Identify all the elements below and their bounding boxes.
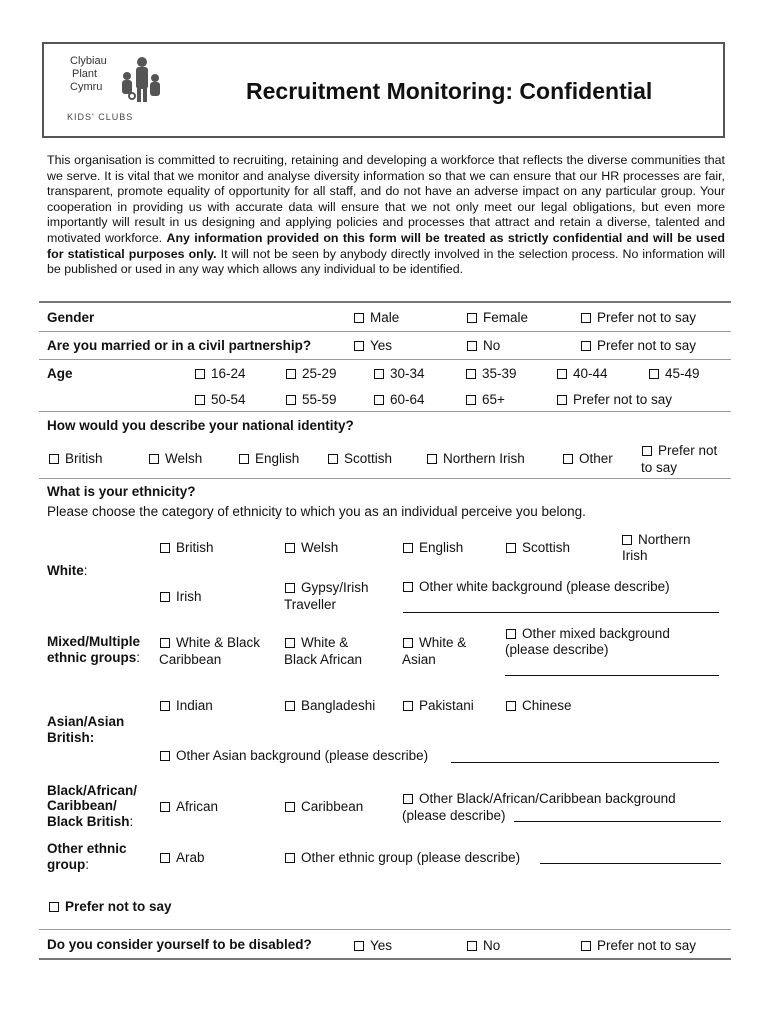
checkbox[interactable] bbox=[160, 638, 170, 648]
logo bbox=[62, 52, 172, 130]
checkbox[interactable] bbox=[160, 853, 170, 863]
intro-paragraph bbox=[47, 153, 725, 278]
national-option[interactable]: Other bbox=[563, 451, 613, 467]
age-prefer-option[interactable]: Prefer not to say bbox=[557, 392, 672, 408]
asian-option[interactable]: Bangladeshi bbox=[285, 698, 375, 714]
divider bbox=[39, 301, 731, 303]
asian-label-1: Asian/Asian bbox=[47, 714, 125, 729]
checkbox[interactable] bbox=[403, 638, 413, 648]
children-figures-icon bbox=[122, 57, 160, 102]
mixed-wbc-text-2: Caribbean bbox=[159, 652, 222, 667]
national-option[interactable]: Scottish bbox=[328, 451, 392, 467]
checkbox[interactable] bbox=[467, 941, 477, 951]
gender-prefer-option[interactable]: Prefer not to say bbox=[581, 310, 696, 326]
checkbox[interactable] bbox=[239, 454, 249, 464]
checkbox[interactable] bbox=[354, 313, 364, 323]
black-option[interactable]: African bbox=[160, 799, 218, 815]
checkbox[interactable] bbox=[354, 341, 364, 351]
checkbox[interactable] bbox=[466, 395, 476, 405]
mixed-wbc-option[interactable]: White & Black bbox=[160, 635, 260, 651]
divider bbox=[39, 411, 731, 412]
checkbox[interactable] bbox=[195, 369, 205, 379]
checkbox[interactable] bbox=[286, 369, 296, 379]
black-other-write-line[interactable] bbox=[514, 821, 721, 822]
mixed-label-1: Mixed/Multiple bbox=[47, 634, 141, 649]
mixed-wa-option[interactable]: White & bbox=[403, 635, 466, 651]
black-label-2: Caribbean/ bbox=[47, 798, 117, 813]
white-other-option[interactable]: Other white background (please describe) bbox=[403, 579, 670, 595]
checkbox[interactable] bbox=[642, 446, 652, 456]
checkbox[interactable] bbox=[160, 592, 170, 602]
checkbox[interactable] bbox=[354, 941, 364, 951]
black-other-option[interactable]: Other Black/African/Caribbean background bbox=[403, 791, 676, 807]
other-group-label-1: Other ethnic bbox=[47, 841, 127, 856]
gender-label: Gender bbox=[47, 310, 95, 325]
checkbox[interactable] bbox=[160, 543, 170, 553]
age-option[interactable]: 30-34 bbox=[374, 366, 425, 382]
checkbox[interactable] bbox=[649, 369, 659, 379]
white-other-write-line[interactable] bbox=[403, 612, 719, 613]
white-gypsy-text-2: Traveller bbox=[284, 597, 337, 612]
divider bbox=[39, 929, 731, 930]
white-option[interactable]: Welsh bbox=[285, 540, 338, 556]
disabled-prefer-option[interactable]: Prefer not to say bbox=[581, 938, 696, 954]
white-option[interactable]: Scottish bbox=[506, 540, 570, 556]
white-gypsy-option[interactable]: Gypsy/Irish bbox=[285, 580, 369, 596]
white-northern-irish-option[interactable]: Northern bbox=[622, 532, 691, 548]
disabled-no-option[interactable]: No bbox=[467, 938, 500, 954]
mixed-other-option[interactable]: Other mixed background bbox=[506, 626, 670, 642]
age-option[interactable]: 35-39 bbox=[466, 366, 517, 382]
checkbox[interactable] bbox=[557, 395, 567, 405]
checkbox[interactable] bbox=[286, 395, 296, 405]
checkbox[interactable] bbox=[403, 543, 413, 553]
divider bbox=[39, 478, 731, 479]
checkbox[interactable] bbox=[622, 535, 632, 545]
mixed-other-write-line[interactable] bbox=[505, 675, 719, 676]
white-irish-option[interactable]: Irish bbox=[160, 589, 202, 605]
checkbox[interactable] bbox=[467, 341, 477, 351]
disabled-label: Do you consider yourself to be disabled? bbox=[47, 937, 312, 952]
checkbox[interactable] bbox=[285, 543, 295, 553]
black-label-3: Black British: bbox=[47, 814, 134, 829]
checkbox[interactable] bbox=[285, 802, 295, 812]
divider bbox=[39, 359, 731, 360]
logo-text-1: Clybiau bbox=[70, 55, 107, 67]
age-option[interactable]: 25-29 bbox=[286, 366, 337, 382]
logo-text-3: Cymru bbox=[70, 81, 103, 93]
national-prefer-option[interactable]: Prefer not bbox=[642, 443, 717, 459]
asian-other-option[interactable]: Other Asian background (please describe) bbox=[160, 748, 428, 764]
white-option[interactable]: English bbox=[403, 540, 463, 556]
national-option[interactable]: English bbox=[239, 451, 299, 467]
checkbox[interactable] bbox=[374, 369, 384, 379]
black-label-1: Black/African/ bbox=[47, 783, 138, 798]
checkbox[interactable] bbox=[285, 583, 295, 593]
checkbox[interactable] bbox=[149, 454, 159, 464]
ethnicity-prefer-option[interactable]: Prefer not to say bbox=[49, 899, 172, 915]
checkbox[interactable] bbox=[49, 454, 59, 464]
checkbox[interactable] bbox=[285, 701, 295, 711]
checkbox[interactable] bbox=[285, 853, 295, 863]
white-northern-irish-text-2: Irish bbox=[622, 548, 648, 563]
page-title: Recruitment Monitoring: Confidential bbox=[246, 78, 653, 104]
mixed-other-text-2: (please describe) bbox=[505, 642, 609, 657]
age-option[interactable]: 40-44 bbox=[557, 366, 608, 382]
checkbox[interactable] bbox=[285, 638, 295, 648]
age-option[interactable]: 50-54 bbox=[195, 392, 246, 408]
checkbox[interactable] bbox=[581, 313, 591, 323]
married-prefer-option[interactable]: Prefer not to say bbox=[581, 338, 696, 354]
mixed-label-2: ethnic groups: bbox=[47, 650, 141, 665]
checkbox[interactable] bbox=[506, 701, 516, 711]
disabled-yes-option[interactable]: Yes bbox=[354, 938, 392, 954]
intro-bold: Any information provided on this form will be treated as strictly confidential and will be used for statistical purposes only. bbox=[47, 230, 725, 261]
asian-label-2: British: bbox=[47, 730, 95, 745]
mixed-wba-text-2: Black African bbox=[284, 652, 363, 667]
checkbox[interactable] bbox=[49, 902, 59, 912]
national-label: How would you describe your national identity? bbox=[47, 418, 354, 433]
asian-option[interactable]: Chinese bbox=[506, 698, 572, 714]
age-option[interactable]: 60-64 bbox=[374, 392, 425, 408]
checkbox[interactable] bbox=[160, 802, 170, 812]
married-label: Are you married or in a civil partnership? bbox=[47, 338, 312, 353]
age-option[interactable]: 65+ bbox=[466, 392, 505, 408]
checkbox[interactable] bbox=[506, 543, 516, 553]
national-option[interactable]: British bbox=[49, 451, 103, 467]
divider bbox=[39, 331, 731, 332]
checkbox[interactable] bbox=[427, 454, 437, 464]
checkbox[interactable] bbox=[195, 395, 205, 405]
checkbox[interactable] bbox=[557, 369, 567, 379]
white-option[interactable]: British bbox=[160, 540, 214, 556]
ethnicity-instruction: Please choose the category of ethnicity to which you as an individual perceive you belong. bbox=[47, 504, 586, 519]
gender-female-option[interactable]: Female bbox=[467, 310, 528, 326]
other-group-other-option[interactable]: Other ethnic group (please describe) bbox=[285, 850, 520, 866]
logo-text-2: Plant bbox=[72, 68, 98, 80]
other-group-write-line[interactable] bbox=[540, 863, 721, 864]
checkbox[interactable] bbox=[403, 582, 413, 592]
black-other-text-2: (please describe) bbox=[402, 808, 506, 823]
checkbox[interactable] bbox=[563, 454, 573, 464]
checkbox[interactable] bbox=[467, 313, 477, 323]
married-no-option[interactable]: No bbox=[467, 338, 500, 354]
divider bbox=[39, 958, 731, 960]
checkbox[interactable] bbox=[403, 701, 413, 711]
national-option[interactable]: Welsh bbox=[149, 451, 202, 467]
mixed-wba-option[interactable]: White & bbox=[285, 635, 348, 651]
checkbox[interactable] bbox=[581, 341, 591, 351]
checkbox[interactable] bbox=[374, 395, 384, 405]
gender-male-option[interactable]: Male bbox=[354, 310, 399, 326]
age-label: Age bbox=[47, 366, 73, 381]
checkbox[interactable] bbox=[581, 941, 591, 951]
intro-text-2: It will not be seen by anybody directly involved in the selection process. No information will be published or used in any way which allows any individual to be identified. bbox=[47, 246, 725, 277]
other-group-label-2: group: bbox=[47, 857, 90, 872]
ethnicity-label: What is your ethnicity? bbox=[47, 484, 196, 499]
national-option[interactable]: Northern Irish bbox=[427, 451, 525, 467]
asian-other-write-line[interactable] bbox=[451, 762, 719, 763]
checkbox[interactable] bbox=[328, 454, 338, 464]
mixed-wa-text-2: Asian bbox=[402, 652, 436, 667]
checkbox[interactable] bbox=[506, 629, 516, 639]
white-label: White: bbox=[47, 563, 88, 578]
age-option[interactable]: 45-49 bbox=[649, 366, 700, 382]
age-option[interactable]: 55-59 bbox=[286, 392, 337, 408]
black-option[interactable]: Caribbean bbox=[285, 799, 363, 815]
asian-option[interactable]: Pakistani bbox=[403, 698, 474, 714]
logo-text-4: KIDS' CLUBS bbox=[67, 112, 134, 122]
intro-text-1: This organisation is committed to recruiting, retaining and developing a workforce that reflects the diverse communities that we serve. It is vital that we monitor and analyse diversity information so that we can ensure that our HR processes are fair, transparent, promote equality of opportunity for all staff, and do not have an adverse impact on any particular group. Your cooperation in providing us with accurate data will ensure that we not only meet our legal obligations, but even more importantly will result in us designing and applying policies and processes that attract and retain a diverse, talented and motivated workforce. bbox=[47, 153, 725, 245]
asian-option[interactable]: Indian bbox=[160, 698, 213, 714]
other-group-arab-option[interactable]: Arab bbox=[160, 850, 205, 866]
age-option[interactable]: 16-24 bbox=[195, 366, 246, 382]
checkbox[interactable] bbox=[403, 794, 413, 804]
checkbox[interactable] bbox=[160, 701, 170, 711]
married-yes-option[interactable]: Yes bbox=[354, 338, 392, 354]
checkbox[interactable] bbox=[160, 751, 170, 761]
national-prefer-text-2: to say bbox=[641, 460, 678, 475]
checkbox[interactable] bbox=[466, 369, 476, 379]
